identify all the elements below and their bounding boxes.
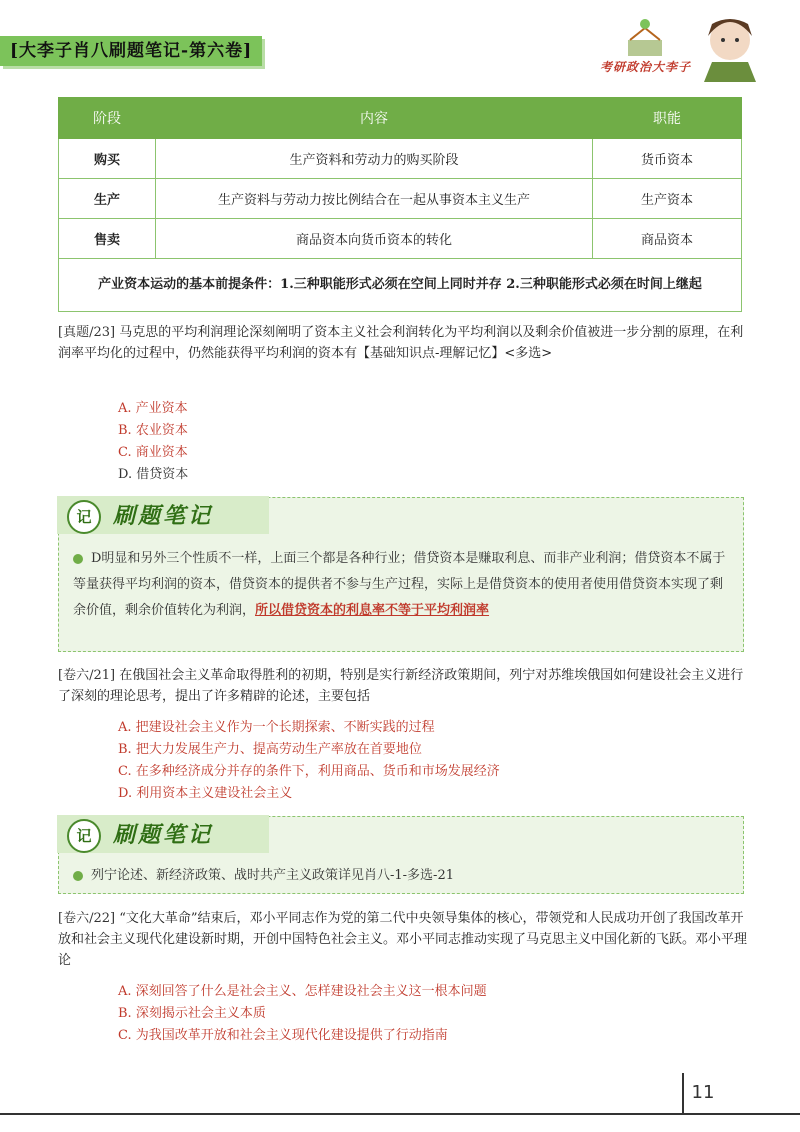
question-id: [真题/23] [58,325,116,340]
question-stem: 马克思的平均利润理论深刻阐明了资本主义社会利润转化为平均利润以及剩余价值被进一步分割的原理，在利润率平均化的过程中，仍然能获得平均利润的资本有【基础知识点-理解记忆】<多选> [58,325,744,361]
note-body [73,546,729,624]
question-stem: 在俄国社会主义革命取得胜利的初期，特别是实行新经济政策期间，列宁对苏维埃俄国如何建设社会主义进行了深刻的理论思考，提出了许多精辟的论述，主要包括 [58,668,744,704]
table-note-row [59,259,742,312]
note-header [57,815,269,853]
option-a: A. 深刻回答了什么是社会主义、怎样建设社会主义这一根本问题 [118,984,487,999]
page-number: 11 [682,1073,722,1115]
stage-cell: 生产 [59,179,156,219]
option-c: C. 在多种经济成分并存的条件下，利用商品、货币和市场发展经济 [118,764,500,779]
table-row [59,219,742,259]
table-row [59,139,742,179]
logo-text: 考研政治大李子 [600,60,692,74]
stage-cell: 购买 [59,139,156,179]
content-cell: 生产资料与劳动力按比例结合在一起从事资本主义生产 [156,179,593,219]
question-id: [卷六/21] [58,668,116,683]
note-header [57,496,269,534]
function-cell: 货币资本 [593,139,742,179]
table-row [59,179,742,219]
option-d: D. 利用资本主义建设社会主义 [118,786,293,801]
option-b: B. 把大力发展生产力、提高劳动生产率放在首要地位 [118,742,422,757]
note-text: D明显和另外三个性质不一样，上面三个都是各种行业；借贷资本是赚取利息、而非产业利润；借贷资本不属于等量获得平均利润的资本，借贷资本的提供者不参与生产过程，实际上是借贷资本的使用者使用借贷资本实现了剩余价值，剩余价值转化为利润， [73,551,726,618]
note-icon: 记 [67,500,101,534]
question-1 [58,322,748,364]
function-cell: 商品资本 [593,219,742,259]
question-2 [58,665,748,707]
option-b: B. 深刻揭示社会主义本质 [118,1006,266,1021]
note-box-1 [58,497,744,652]
phase-table [58,97,742,312]
question-3-options [118,981,487,1047]
option-b: B. 农业资本 [118,423,188,438]
option-c: C. 商业资本 [118,445,188,460]
question-stem: “文化大革命”结束后，邓小平同志作为党的第二代中央领导集体的核心，带领党和人民成功开创了我国改革开放和社会主义现代化建设新时期，开创中国特色社会主义。邓小平同志推动实现了马克思主义中国化新的飞跃。邓小平理论 [58,911,748,968]
option-a: A. 把建设社会主义作为一个长期探索、不断实践的过程 [118,720,435,735]
bullet-icon [73,554,83,564]
content-cell: 生产资料和劳动力的购买阶段 [156,139,593,179]
bullet-icon [73,871,83,881]
option-c: C. 为我国改革开放和社会主义现代化建设提供了行动指南 [118,1028,448,1043]
content-cell: 商品资本向货币资本的转化 [156,219,593,259]
option-d: D. 借贷资本 [118,467,189,482]
note-highlight: 所以借贷资本的利息率不等于平均利润率 [255,603,490,618]
header-title: [大李子肖八刷题笔记-第六卷] [0,36,262,66]
question-id: [卷六/22] [58,911,116,926]
stage-cell: 售卖 [59,219,156,259]
option-a: A. 产业资本 [118,401,188,416]
question-3 [58,908,748,971]
note-box-2 [58,816,744,894]
header-function: 职能 [593,98,742,139]
note-icon: 记 [67,819,101,853]
note-label: 刷题笔记 [113,822,214,848]
note-label: 刷题笔记 [113,503,214,529]
header-stage: 阶段 [59,98,156,139]
note-text: 列宁论述、新经济政策、战时共产主义政策详见肖八-1-多选-21 [91,868,454,883]
question-2-options [118,717,500,805]
function-cell: 生产资本 [593,179,742,219]
footer-divider [0,1113,800,1115]
header-content: 内容 [156,98,593,139]
note-body [73,863,729,889]
question-1-options [118,398,188,486]
table-note: 产业资本运动的基本前提条件：1.三种职能形式必须在空间上同时并存 2.三种职能形式必须在时间上继起 [59,259,742,312]
